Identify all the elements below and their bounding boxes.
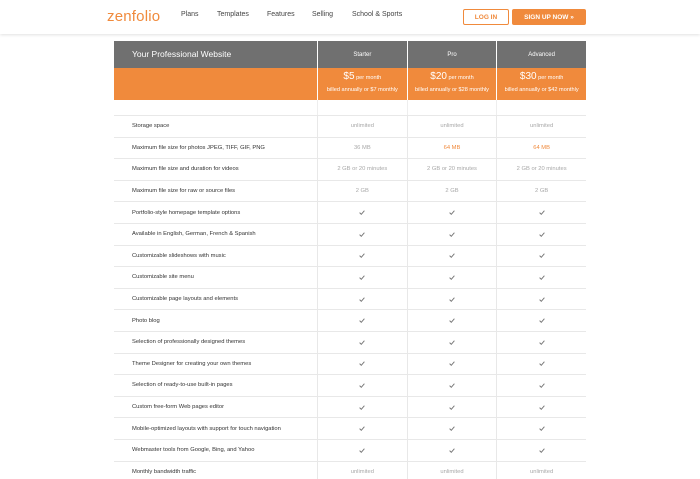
feature-label: Monthly bandwidth traffic: [132, 468, 197, 475]
table-spacer-row: [114, 100, 586, 115]
feature-value: unlimited: [407, 116, 497, 137]
feature-label: Theme Designer for creating your own themes: [132, 360, 252, 367]
checkmark-icon: [496, 202, 586, 223]
price-amount: $20: [430, 71, 447, 82]
nav-templates[interactable]: Templates: [217, 11, 249, 18]
feature-label: Available in English, German, French & Spanish: [132, 231, 256, 238]
feature-row: [114, 158, 586, 180]
spacer-cell: [114, 100, 317, 115]
feature-row: [114, 288, 586, 310]
checkmark-icon: [317, 246, 407, 267]
feature-row: [114, 439, 586, 461]
feature-value: 36 MB: [317, 138, 407, 159]
price-billing: billed annually or $28 monthly: [414, 86, 489, 93]
feature-row: [114, 180, 586, 202]
checkmark-icon: [407, 310, 497, 331]
feature-row: [114, 353, 586, 375]
table-title: Your Professional Website: [132, 49, 232, 59]
checkmark-icon: [317, 440, 407, 461]
checkmark-icon: [407, 397, 497, 418]
plan-price-advanced: [496, 68, 586, 100]
price-billing: billed annually or $42 monthly: [504, 86, 579, 93]
checkmark-icon: [496, 224, 586, 245]
feature-row: [114, 266, 586, 288]
nav-school-sports[interactable]: School & Sports: [352, 11, 403, 18]
checkmark-icon: [496, 332, 586, 353]
price-period: per month: [354, 75, 382, 81]
top-navbar: [0, 0, 700, 34]
feature-value: 64 MB: [496, 138, 586, 159]
feature-label: Customizable slideshows with music: [132, 252, 226, 259]
feature-row: [114, 417, 586, 439]
feature-row: [114, 245, 586, 267]
checkmark-icon: [496, 397, 586, 418]
nav-selling[interactable]: Selling: [312, 11, 334, 18]
price-amount: $30: [519, 71, 537, 82]
feature-label: Photo blog: [132, 317, 160, 324]
price-amount: $5: [343, 71, 355, 82]
feature-value: 64 MB: [407, 138, 497, 159]
feature-label: Maximum file size for photos JPEG, TIFF, GIF, PNG: [132, 144, 265, 151]
feature-label: Mobile-optimized layouts with support for touch navigation: [132, 425, 281, 432]
price-row-spacer: [114, 68, 317, 100]
feature-label: Customizable page layouts and elements: [132, 296, 239, 303]
checkmark-icon: [496, 289, 586, 310]
price-billing: billed annually or $7 monthly: [326, 86, 398, 93]
feature-label: Custom free-form Web pages editor: [132, 404, 225, 411]
pricing-price-row: [114, 68, 586, 100]
checkmark-icon: [407, 332, 497, 353]
checkmark-icon: [407, 375, 497, 396]
feature-label: Selection of ready-to-use built-in pages: [132, 382, 233, 389]
signup-button[interactable]: SIGN UP NOW »: [512, 9, 586, 25]
plan-name-advanced: Advanced: [496, 41, 586, 68]
checkmark-icon: [317, 224, 407, 245]
checkmark-icon: [407, 418, 497, 439]
feature-row: [114, 115, 586, 137]
checkmark-icon: [317, 202, 407, 223]
feature-value: unlimited: [496, 116, 586, 137]
feature-label: Webmaster tools from Google, Bing, and Yahoo: [132, 447, 255, 454]
feature-list: [114, 115, 586, 479]
checkmark-icon: [496, 440, 586, 461]
feature-label: Maximum file size and duration for videos: [132, 166, 239, 173]
feature-label: Customizable site menu: [132, 274, 194, 281]
checkmark-icon: [317, 289, 407, 310]
plan-name-pro: Pro: [407, 41, 497, 68]
plan-name-starter: Starter: [317, 41, 407, 68]
feature-value: unlimited: [496, 462, 586, 479]
nav-plans[interactable]: Plans: [181, 11, 199, 18]
checkmark-icon: [317, 267, 407, 288]
checkmark-icon: [407, 267, 497, 288]
feature-row: [114, 331, 586, 353]
checkmark-icon: [407, 224, 497, 245]
checkmark-icon: [496, 418, 586, 439]
plan-price-starter: [317, 68, 407, 100]
pricing-table: [114, 41, 586, 479]
feature-row: [114, 309, 586, 331]
checkmark-icon: [317, 354, 407, 375]
checkmark-icon: [317, 332, 407, 353]
checkmark-icon: [407, 440, 497, 461]
spacer-cell: [407, 100, 497, 115]
feature-value: 2 GB or 20 minutes: [496, 159, 586, 180]
feature-label: Selection of professionally designed themes: [132, 339, 246, 346]
feature-row: [114, 374, 586, 396]
feature-row: [114, 461, 586, 479]
checkmark-icon: [317, 375, 407, 396]
checkmark-icon: [317, 397, 407, 418]
feature-label: Portfolio-style homepage template options: [132, 209, 241, 216]
feature-value: unlimited: [317, 462, 407, 479]
login-button[interactable]: LOG IN: [463, 9, 509, 25]
feature-value: unlimited: [407, 462, 497, 479]
checkmark-icon: [496, 375, 586, 396]
checkmark-icon: [317, 310, 407, 331]
feature-value: 2 GB: [496, 181, 586, 202]
feature-row: [114, 396, 586, 418]
feature-row: [114, 201, 586, 223]
feature-label: Maximum file size for raw or source files: [132, 188, 236, 195]
checkmark-icon: [496, 267, 586, 288]
feature-value: 2 GB or 20 minutes: [317, 159, 407, 180]
checkmark-icon: [496, 246, 586, 267]
nav-features[interactable]: Features: [267, 11, 295, 18]
checkmark-icon: [407, 354, 497, 375]
spacer-cell: [496, 100, 586, 115]
checkmark-icon: [496, 354, 586, 375]
feature-row: [114, 223, 586, 245]
price-period: per month: [446, 75, 474, 81]
pricing-header-row: [114, 41, 586, 68]
checkmark-icon: [407, 202, 497, 223]
checkmark-icon: [496, 310, 586, 331]
zenfolio-logo[interactable]: zenfolio: [107, 8, 161, 25]
feature-label: Storage space: [132, 123, 170, 130]
feature-value: 2 GB: [317, 181, 407, 202]
checkmark-icon: [407, 246, 497, 267]
checkmark-icon: [317, 418, 407, 439]
feature-value: unlimited: [317, 116, 407, 137]
checkmark-icon: [407, 289, 497, 310]
plan-price-pro: [407, 68, 497, 100]
price-period: per month: [536, 75, 564, 81]
spacer-cell: [317, 100, 407, 115]
feature-value: 2 GB: [407, 181, 497, 202]
feature-value: 2 GB or 20 minutes: [407, 159, 497, 180]
feature-row: [114, 137, 586, 159]
